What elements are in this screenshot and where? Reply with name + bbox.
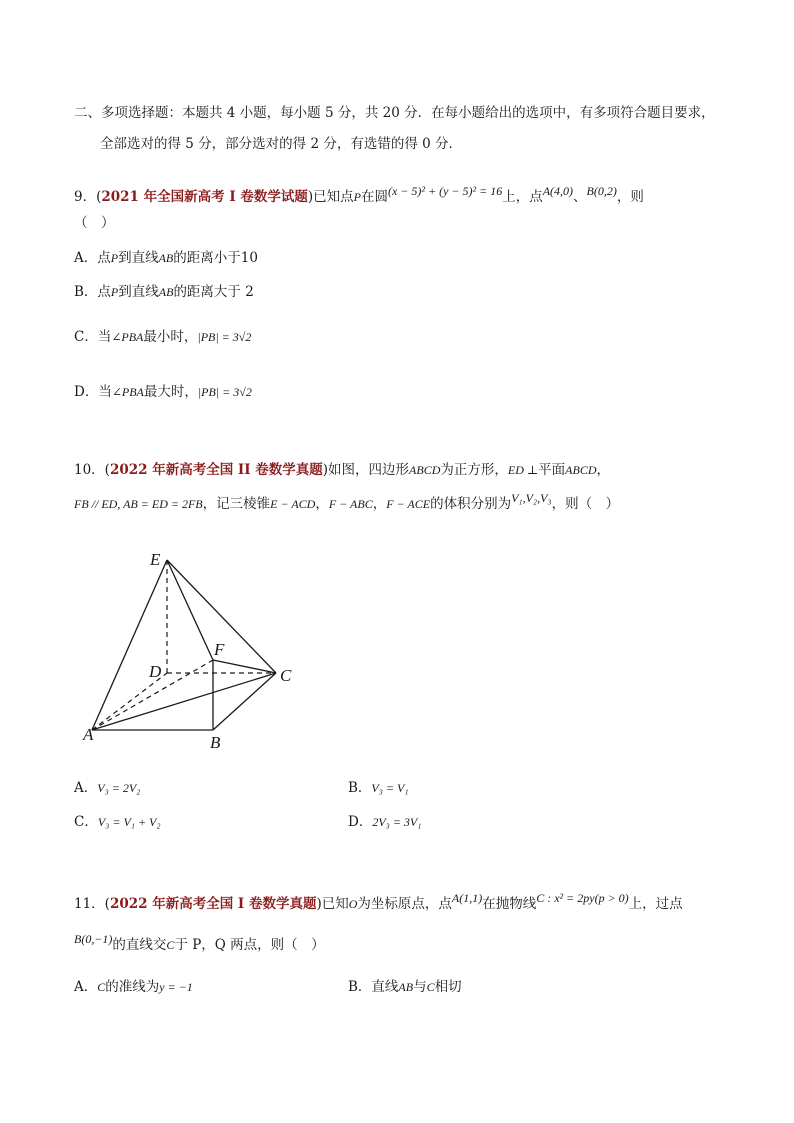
option-text: 最大时，	[143, 384, 198, 400]
math: y = −1	[159, 980, 193, 994]
math: B(0,−1)	[74, 932, 113, 946]
math: 2V₃ = 3V₁	[372, 815, 422, 829]
option-9B	[74, 283, 254, 301]
math: ED ⊥	[507, 463, 539, 477]
math: E − ACD	[270, 497, 316, 511]
option-text: 的准线为	[105, 979, 160, 995]
stem-text: ，	[372, 496, 387, 512]
math: C	[166, 938, 175, 952]
question-number: 10．(	[74, 462, 110, 478]
option-label: C．当	[74, 329, 112, 345]
math: AB	[158, 251, 174, 265]
edge-AC	[92, 673, 276, 730]
option-text: 的距离小于10	[173, 250, 258, 266]
stem-text: ，	[315, 496, 329, 512]
option-text: 相切	[434, 979, 462, 995]
option-11B	[348, 978, 462, 996]
option-label: A．	[74, 780, 98, 796]
question-source: 2021 年全国新高考 I 卷数学试题	[101, 189, 308, 205]
math: P	[110, 251, 119, 265]
question-10-stem-line1	[74, 461, 610, 479]
math: V₃ = V₁	[371, 781, 409, 795]
option-label: B．	[348, 780, 372, 796]
math: |PB| = 3√2	[197, 385, 252, 399]
edge-EA	[92, 560, 167, 730]
vertex-label-F: F	[214, 640, 225, 659]
stem-text: 上，过点	[628, 896, 683, 912]
math-point-P: P	[353, 190, 361, 204]
math: C	[426, 980, 435, 994]
question-number: 9．(	[74, 189, 102, 205]
vertex-label-E: E	[150, 550, 161, 569]
math: V₃ = 2V₂	[97, 781, 141, 795]
math: V₁,V₂,V₃	[511, 491, 552, 505]
stem-text: ，则（ ）	[551, 496, 620, 512]
question-11-stem-line1	[74, 891, 683, 913]
math: ∠PBA	[111, 385, 144, 399]
math-point-B: B(0,2)	[586, 184, 617, 198]
math: |PB| = 3√2	[197, 330, 252, 344]
edge-BC	[213, 673, 276, 730]
option-label: D．当	[74, 384, 112, 400]
stem-text: 为坐标原点，点	[357, 896, 452, 912]
stem-text: 为正方形，	[440, 462, 508, 478]
vertex-label-B: B	[210, 733, 221, 752]
stem-text: 的直线交	[112, 937, 167, 953]
edge-EF	[167, 560, 213, 660]
edge-FC	[213, 660, 276, 673]
stem-text: 在圆	[360, 189, 388, 205]
stem-text: ，记三棱锥	[202, 496, 271, 512]
option-11A	[74, 978, 193, 996]
math: O	[348, 897, 358, 911]
stem-text: 的体积分别为	[430, 496, 512, 512]
math: AB	[398, 980, 414, 994]
option-9A	[74, 249, 258, 267]
option-10A	[74, 779, 140, 797]
math: C	[97, 980, 106, 994]
math: ∠PBA	[111, 330, 144, 344]
question-source: 2022 年新高考全国 I 卷数学真题	[109, 896, 317, 912]
option-text: 与	[413, 979, 427, 995]
question-source: 2022 年新高考全国 II 卷数学真题	[109, 462, 323, 478]
section-heading-line1: 二、多项选择题：本题共 4 小题，每小题 5 分，共 20 分．在每小题给出的选项中，有多项符合题目要求，	[74, 105, 715, 121]
math-point-A: A(4,0)	[542, 184, 574, 198]
question-9-stem	[74, 184, 644, 206]
option-label: A．	[74, 979, 98, 995]
vertex-label-C: C	[280, 666, 292, 685]
math: ABCD	[565, 463, 597, 477]
question-number: 11．(	[74, 896, 110, 912]
option-text: 的距离大于 2	[173, 284, 254, 300]
vertex-label-D: D	[149, 662, 162, 681]
stem-text: 上，点	[502, 189, 543, 205]
option-label: D．	[348, 814, 373, 830]
stem-text: )如图，四边形	[322, 462, 410, 478]
pyramid-figure	[80, 545, 310, 755]
option-10D	[348, 813, 421, 831]
option-label: B．点	[74, 284, 111, 300]
stem-text: )已知	[316, 896, 349, 912]
math: ABCD	[409, 463, 441, 477]
option-text: 到直线	[118, 284, 159, 300]
stem-text: 、	[573, 189, 587, 205]
option-text: 最小时，	[143, 329, 198, 345]
question-10-stem-line2	[74, 491, 620, 513]
stem-text: 于 P，Q 两点，则（ ）	[174, 937, 325, 953]
section-heading-line2: 全部选对的得 5 分，部分选对的得 2 分，有选错的得 0 分．	[100, 136, 463, 152]
option-9C	[74, 328, 251, 346]
stem-text: )已知点	[307, 189, 354, 205]
stem-text: 在抛物线	[482, 896, 537, 912]
math: FB // ED, AB = ED = 2FB	[74, 497, 203, 511]
stem-text: ，	[596, 462, 611, 478]
option-10C	[74, 813, 161, 831]
stem-text: 平面	[538, 462, 566, 478]
math-circle-equation: (x − 5)² + (y − 5)² = 16	[387, 184, 503, 198]
question-11-stem-line2	[74, 932, 325, 954]
answer-paren: （ ）	[74, 215, 115, 231]
math: V₃ = V₁ + V₂	[97, 815, 161, 829]
math: A(1,1)	[451, 891, 483, 905]
option-text: 到直线	[118, 250, 159, 266]
option-9D	[74, 383, 252, 401]
hidden-edge-AD	[92, 673, 167, 730]
option-10B	[348, 779, 409, 797]
math: AB	[158, 285, 174, 299]
math: F − ACE	[386, 497, 431, 511]
math: F − ABC	[328, 497, 373, 511]
stem-text: ，则	[616, 189, 644, 205]
math: P	[110, 285, 119, 299]
option-label: C．	[74, 814, 98, 830]
vertex-label-A: A	[83, 725, 94, 744]
option-label: A．点	[74, 250, 111, 266]
math: C : x² = 2py(p > 0)	[536, 891, 629, 905]
option-label: B．直线	[348, 979, 399, 995]
